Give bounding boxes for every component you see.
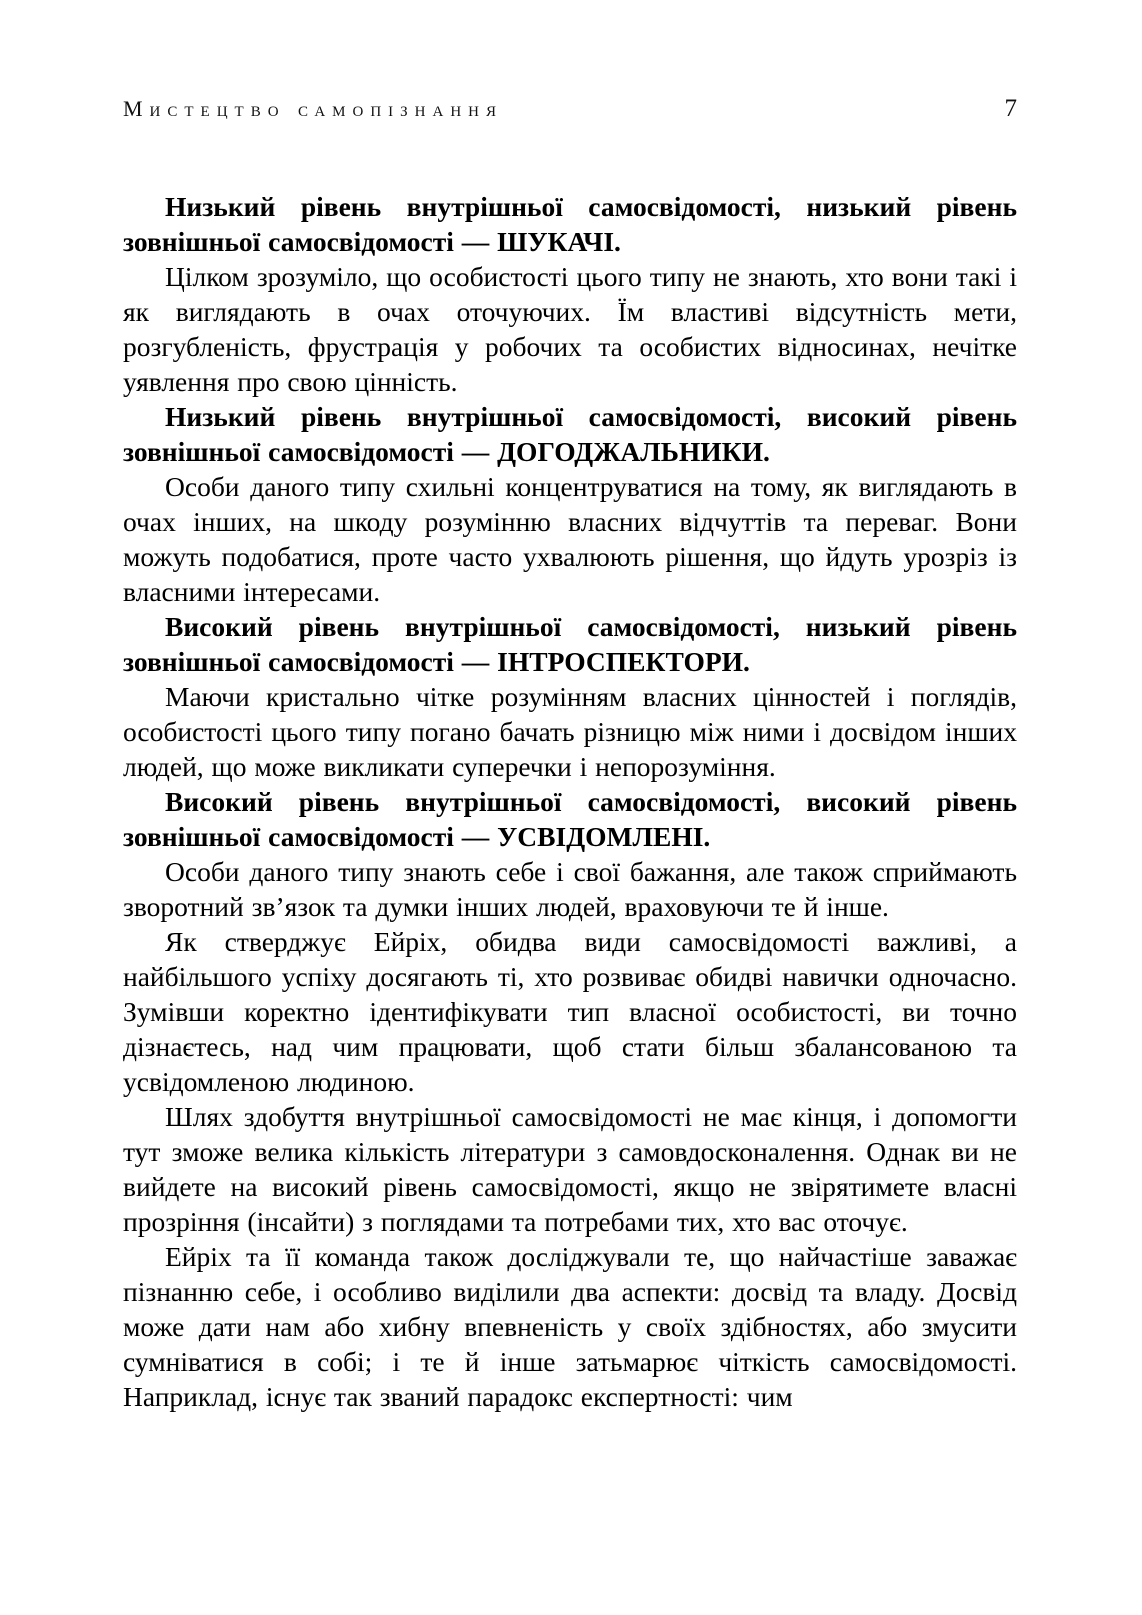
- text-block: [123, 189, 1017, 1414]
- body-paragraph: Ейріх та її команда також досліджували те, що найчастіше заважає пізнанню себе, і особливо виділили два аспекти: досвід та владу. Досвід може дати нам або хибну впевненість у своїх здібностях, або змусити сумніватися в собі; і те й інше затьмарює чіткість самосвідомості. Наприклад, існує так званий парадокс експертності: чим: [123, 1241, 1017, 1412]
- running-header: [123, 95, 1017, 123]
- section-heading-paragraph: Низький рівень внутрішньої самосвідомості, низький рівень зовнішньої самосвідомості — ШУКАЧІ.: [123, 191, 1017, 257]
- section-heading-paragraph: Низький рівень внутрішньої самосвідомості, високий рівень зовнішньої самосвідомості — ДОГОДЖАЛЬНИКИ.: [123, 401, 1017, 467]
- section-heading-paragraph: Високий рівень внутрішньої самосвідомості, низький рівень зовнішньої самосвідомості — ІНТРОСПЕКТОРИ.: [123, 611, 1017, 677]
- body-paragraph: Особи даного типу знають себе і свої бажання, але також сприймають зворотний зв’язок та думки інших людей, враховуючи те й інше.: [123, 856, 1017, 922]
- running-head-title: Мистецтво самопізнання: [123, 96, 503, 121]
- body-paragraph: Шлях здобуття внутрішньої самосвідомості не має кінця, і допомогти тут зможе велика кількість літератури з самовдосконалення. Однак ви не вийдете на високий рівень самосвідомості, якщо не звірятимете власні прозріння (інсайти) з поглядами та потребами тих, хто вас оточує.: [123, 1101, 1017, 1237]
- body-paragraph: Маючи кристально чітке розумінням власних цінностей і поглядів, особистості цього типу погано бачать різницю між ними і досвідом інших людей, що може викликати суперечки і непорозуміння.: [123, 681, 1017, 782]
- body-paragraph: Як стверджує Ейріх, обидва види самосвідомості важливі, а найбільшого успіху досягають ті, хто розвиває обидві навички одночасно. Зумівши коректно ідентифікувати тип власної особистості, ви точно дізнаєтесь, над чим працювати, щоб стати більш збалансованою та усвідомленою людиною.: [123, 926, 1017, 1097]
- page-number: 7: [1004, 95, 1017, 122]
- body-paragraph: Особи даного типу схильні концентруватися на тому, як виглядають в очах інших, на шкоду розумінню власних відчуттів та переваг. Вони можуть подобатися, проте часто ухвалюють рішення, що йдуть урозріз із власними інтересами.: [123, 471, 1017, 607]
- section-heading-paragraph: Високий рівень внутрішньої самосвідомості, високий рівень зовнішньої самосвідомості — УСВІДОМЛЕНІ.: [123, 786, 1017, 852]
- body-paragraph: Цілком зрозуміло, що особистості цього типу не знають, хто вони такі і як виглядають в очах оточуючих. Їм властиві відсутність мети, розгубленість, фрустрація у робочих та особистих відносинах, нечітке уявлення про свою цінність.: [123, 261, 1017, 397]
